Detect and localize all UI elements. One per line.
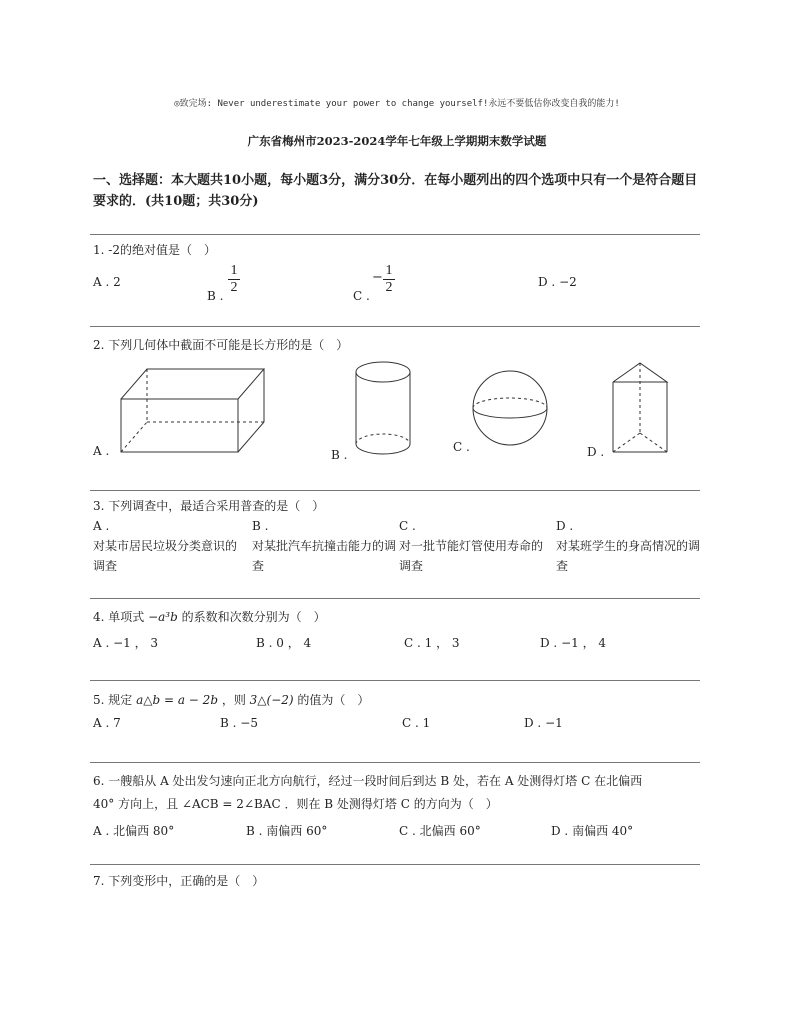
q2-option-a-label: A . — [93, 444, 110, 458]
q1-option-c-fraction — [383, 264, 395, 295]
cuboid-top-face — [121, 369, 264, 399]
cylinder-bottom-front — [356, 444, 410, 454]
option-text: 对一批节能灯管使用寿命的调查 — [399, 539, 544, 573]
q3-option-c — [399, 516, 549, 576]
option-label: B . — [252, 519, 269, 533]
cuboid-front-face — [121, 399, 238, 452]
cylinder-figure — [355, 360, 415, 460]
divider — [90, 762, 700, 763]
rule-expression: a△b = a − 2b — [136, 693, 218, 707]
option-text: 对某市居民垃圾分类意识的调查 — [93, 539, 238, 573]
q3-stem: 3. 下列调查中，最适合采用普查的是（ ） — [93, 499, 325, 513]
monomial-expression: −a³b — [148, 610, 178, 624]
q2-option-d-label: D . — [587, 445, 605, 459]
q1-option-d: D . −2 — [538, 275, 577, 289]
sphere-equator-front — [473, 408, 547, 418]
option-text: 对某班学生的身高情况的调查 — [556, 539, 701, 573]
q2-option-b-label: B . — [331, 448, 348, 462]
q4-option-b: B . 0 ， 4 — [256, 636, 312, 650]
q6-option-a: A . 北偏西 80° — [93, 824, 175, 838]
motto: ◎致完场: Never underestimate your power to change yourself!永远不要低估你改变自我的能力! — [174, 99, 620, 109]
q1-option-a: A . 2 — [93, 275, 121, 289]
q1-option-b-fraction — [228, 264, 240, 295]
option-text: 对某批汽车抗撞击能力的调查 — [252, 539, 397, 573]
hidden-edge — [640, 433, 667, 452]
sphere-figure — [472, 370, 552, 450]
divider — [90, 598, 700, 599]
evaluate-expression: 3△(−2) — [249, 693, 294, 707]
cylinder-top — [356, 362, 410, 382]
q4-option-a: A . −1 ， 3 — [93, 636, 159, 650]
q6-stem-line1: 6. 一艘船从 A 处出发匀速向正北方向航行，经过一段时间后到达 B 处，若在 A 处测得灯塔 C 在北偏西 — [93, 774, 643, 788]
stem-mid: ，则 — [221, 693, 246, 707]
numerator: 1 — [385, 263, 393, 278]
q2-stem: 2. 下列几何体中截面不可能是长方形的是（ ） — [93, 338, 349, 352]
divider — [90, 490, 700, 491]
stem-prefix: 4. 单项式 — [93, 610, 145, 624]
page-title: 广东省梅州市2023-2024学年七年级上学期期末数学试题 — [247, 134, 547, 148]
divider — [90, 864, 700, 865]
q6-option-d: D . 南偏西 40° — [551, 824, 634, 838]
option-label: D . — [556, 519, 574, 533]
q5-stem — [93, 691, 369, 708]
section-heading: 一、选择题：本大题共10小题，每小题3分，满分30分．在每小题列出的四个选项中只有一个是符合题目要求的．(共10题；共30分) — [93, 173, 698, 209]
q6-option-b: B . 南偏西 60° — [246, 824, 328, 838]
q6-option-c: C . 北偏西 60° — [399, 824, 481, 838]
stem-suffix: 的值为（ ） — [297, 693, 370, 707]
cuboid-figure — [118, 366, 258, 456]
option-label: A . — [93, 519, 110, 533]
q1-option-b-label: B . — [207, 289, 224, 303]
hidden-edge — [613, 433, 640, 452]
divider — [90, 680, 700, 681]
denominator: 2 — [230, 280, 238, 295]
q1-option-c-sign: − — [372, 270, 383, 285]
q4-stem — [93, 608, 326, 625]
divider — [90, 326, 700, 327]
q3-option-a — [93, 516, 243, 576]
stem-suffix: 的系数和次数分别为（ ） — [181, 610, 326, 624]
q2-option-c-label: C . — [453, 440, 470, 454]
q3-option-d — [556, 516, 706, 576]
q5-option-a: A . 7 — [93, 716, 121, 730]
stem-prefix: 5. 规定 — [93, 693, 133, 707]
divider — [90, 234, 700, 235]
q5-option-c: C . 1 — [402, 716, 431, 730]
q1-stem: 1. -2的绝对值是（ ） — [93, 243, 216, 257]
numerator: 1 — [230, 263, 238, 278]
cylinder-bottom-back — [356, 434, 410, 444]
q4-option-c: C . 1 ， 3 — [404, 636, 460, 650]
q1-option-c-label: C . — [353, 289, 370, 303]
q6-stem-line2: 40° 方向上，且 ∠ACB = 2∠BAC ．则在 B 处测得灯塔 C 的方向为（ ） — [93, 797, 498, 811]
q5-option-b: B . −5 — [220, 716, 258, 730]
q4-option-d: D . −1 ， 4 — [540, 636, 607, 650]
option-label: C . — [399, 519, 416, 533]
q7-stem: 7. 下列变形中，正确的是（ ） — [93, 874, 265, 888]
cuboid-bottom-edge — [238, 422, 264, 452]
q3-option-b — [252, 516, 402, 576]
hidden-edge — [121, 422, 147, 452]
sphere-equator-back — [473, 398, 547, 408]
prism-figure — [610, 360, 670, 460]
sphere-outline — [473, 371, 547, 445]
q5-option-d: D . −1 — [524, 716, 563, 730]
denominator: 2 — [385, 280, 393, 295]
